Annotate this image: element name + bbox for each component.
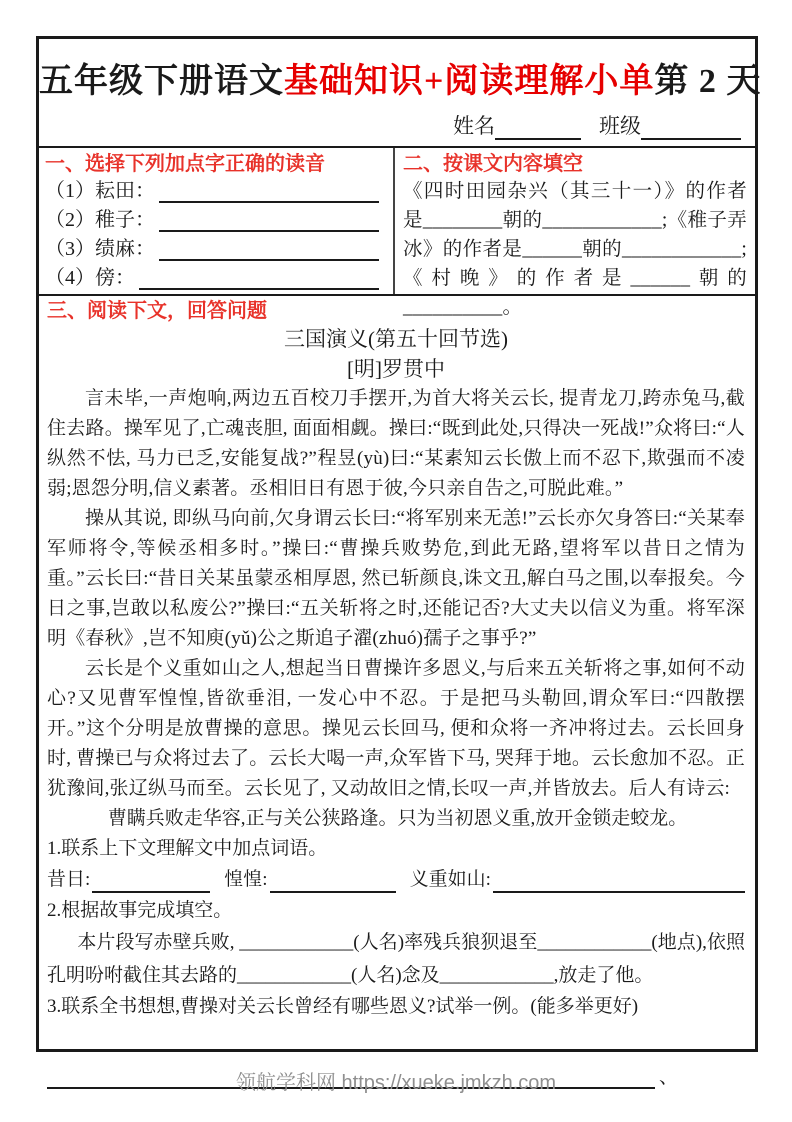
section-3-reading bbox=[39, 296, 755, 1089]
section-3-heading: 三、阅读下文，回答问题 bbox=[47, 300, 267, 322]
q1-word-2-label: 惶惶: bbox=[224, 869, 268, 890]
pinyin-item-2 bbox=[45, 206, 383, 235]
page-title bbox=[39, 39, 762, 102]
pinyin-item-4 bbox=[45, 264, 383, 293]
pinyin-item-1 bbox=[45, 177, 383, 206]
page-title-red: 基础知识+阅读理解小单 bbox=[284, 63, 655, 100]
name-class-row bbox=[39, 102, 755, 146]
q1-word-3-blank bbox=[493, 865, 745, 893]
passage-title: 三国演义(第五十回节选) bbox=[284, 327, 508, 351]
pinyin-item-3 bbox=[45, 235, 383, 264]
question-1-blanks-row bbox=[47, 864, 745, 896]
pinyin-item-1-label: （1）耘田： bbox=[45, 180, 155, 202]
pinyin-item-4-blank bbox=[139, 264, 379, 290]
section-2-fill-blanks bbox=[395, 148, 755, 318]
pinyin-item-2-label: （2）稚子： bbox=[45, 209, 155, 231]
name-label: 姓名 bbox=[453, 114, 495, 138]
passage-paragraph-3: 云长是个义重如山之人,想起当日曹操许多恩义,与后来五关斩将之事,如何不动心?又见曹军惶惶,皆欲垂泪, 一发心中不忍。于是把马头勒回,谓众军曰:“四散摆开。”这个分明是放曹操的意思。操见云长回马, 便和众将一齐冲将过去。云长回身时, 曹操已与众将过去了。云长大喝一声,众军皆下马, 哭拜于地。云长愈加不忍。正犹豫间,张辽纵马而至。云长见了, 又动故旧之情,长叹一声,并皆放去。后人有诗云: bbox=[47, 658, 745, 799]
name-blank bbox=[495, 118, 581, 140]
pinyin-item-2-blank bbox=[159, 206, 379, 232]
pinyin-item-1-blank bbox=[159, 177, 379, 203]
question-1: 1.联系上下文理解文中加点词语。 bbox=[47, 838, 328, 859]
q1-word-3-label: 义重如山: bbox=[409, 869, 491, 890]
class-blank bbox=[641, 118, 741, 140]
question-3: 3.联系全书想想,曹操对关云长曾经有哪些恩义?试举一例。(能多举更好) bbox=[47, 996, 639, 1017]
question-2-body: 本片段写赤壁兵败, ____________(人名)率残兵狼狈退至____________(地点),依照孔明吩咐截住其去路的____________(人名)念及____________,放走了他。 bbox=[47, 932, 745, 986]
q1-word-1-label: 昔日: bbox=[47, 869, 91, 890]
q1-word-2-blank bbox=[270, 865, 396, 893]
passage-author: [明]罗贯中 bbox=[347, 357, 445, 381]
question-2: 2.根据故事完成填空。 bbox=[47, 900, 233, 921]
answer-tail-mark: 、 bbox=[659, 1067, 679, 1088]
section-1-heading: 一、选择下列加点字正确的读音 bbox=[45, 153, 325, 175]
page-title-black-right: 第 2 天 bbox=[654, 63, 762, 100]
section-1-pronunciation bbox=[39, 148, 395, 294]
section-2-heading: 二、按课文内容填空 bbox=[403, 153, 583, 175]
passage-poem: 曹瞒兵败走华容,正与关公狭路逢。只为当初恩义重,放开金锁走蛟龙。 bbox=[107, 808, 688, 829]
q1-word-1-blank bbox=[92, 865, 210, 893]
passage-paragraph-1: 言未毕,一声炮响,两边五百校刀手摆开,为首大将关云长, 提青龙刀,跨赤兔马,截住去路。操军见了,亡魂丧胆, 面面相觑。操曰:“既到此处,只得决一死战!”众将曰:“人纵然不怯, 马力已乏,安能复战?”程昱(yù)曰:“某素知云长傲上而不忍下,欺强而不凌弱;恩怨分明,信义素著。丞相旧日有恩于彼,今只亲自告之,可脱此难。” bbox=[47, 388, 745, 499]
section-2-body: 《四时田园杂兴（其三十一）》的作者是________朝的____________;《稚子弄冰》的作者是______朝的____________;《村晚》的作者是______朝的__________。 bbox=[403, 181, 747, 318]
class-label: 班级 bbox=[599, 114, 641, 138]
pinyin-item-3-blank bbox=[159, 235, 379, 261]
pinyin-item-4-label: （4）傍： bbox=[45, 267, 135, 289]
site-watermark: 领航学科网 https://xueke.jmkzh.com bbox=[235, 1072, 557, 1094]
passage-paragraph-2: 操从其说, 即纵马向前,欠身谓云长曰:“将军别来无恙!”云长亦欠身答曰:“关某奉军师将令,等候丞相多时。”操曰:“曹操兵败势危,到此无路,望将军以昔日之情为重。”云长曰:“昔日关某虽蒙丞相厚恩, 然已斩颜良,诛文丑,解白马之围,以奉报矣。今日之事,岂敢以私废公?”操曰:“五关斩将之时,还能记否?大丈夫以信义为重。将军深明《春秋》,岂不知庾(yǔ)公之斯追子濯(zhuó)孺子之事乎?” bbox=[47, 508, 745, 649]
pinyin-item-3-label: （3）绩麻： bbox=[45, 238, 155, 260]
page-title-black-left: 五年级下册语文 bbox=[39, 63, 284, 100]
